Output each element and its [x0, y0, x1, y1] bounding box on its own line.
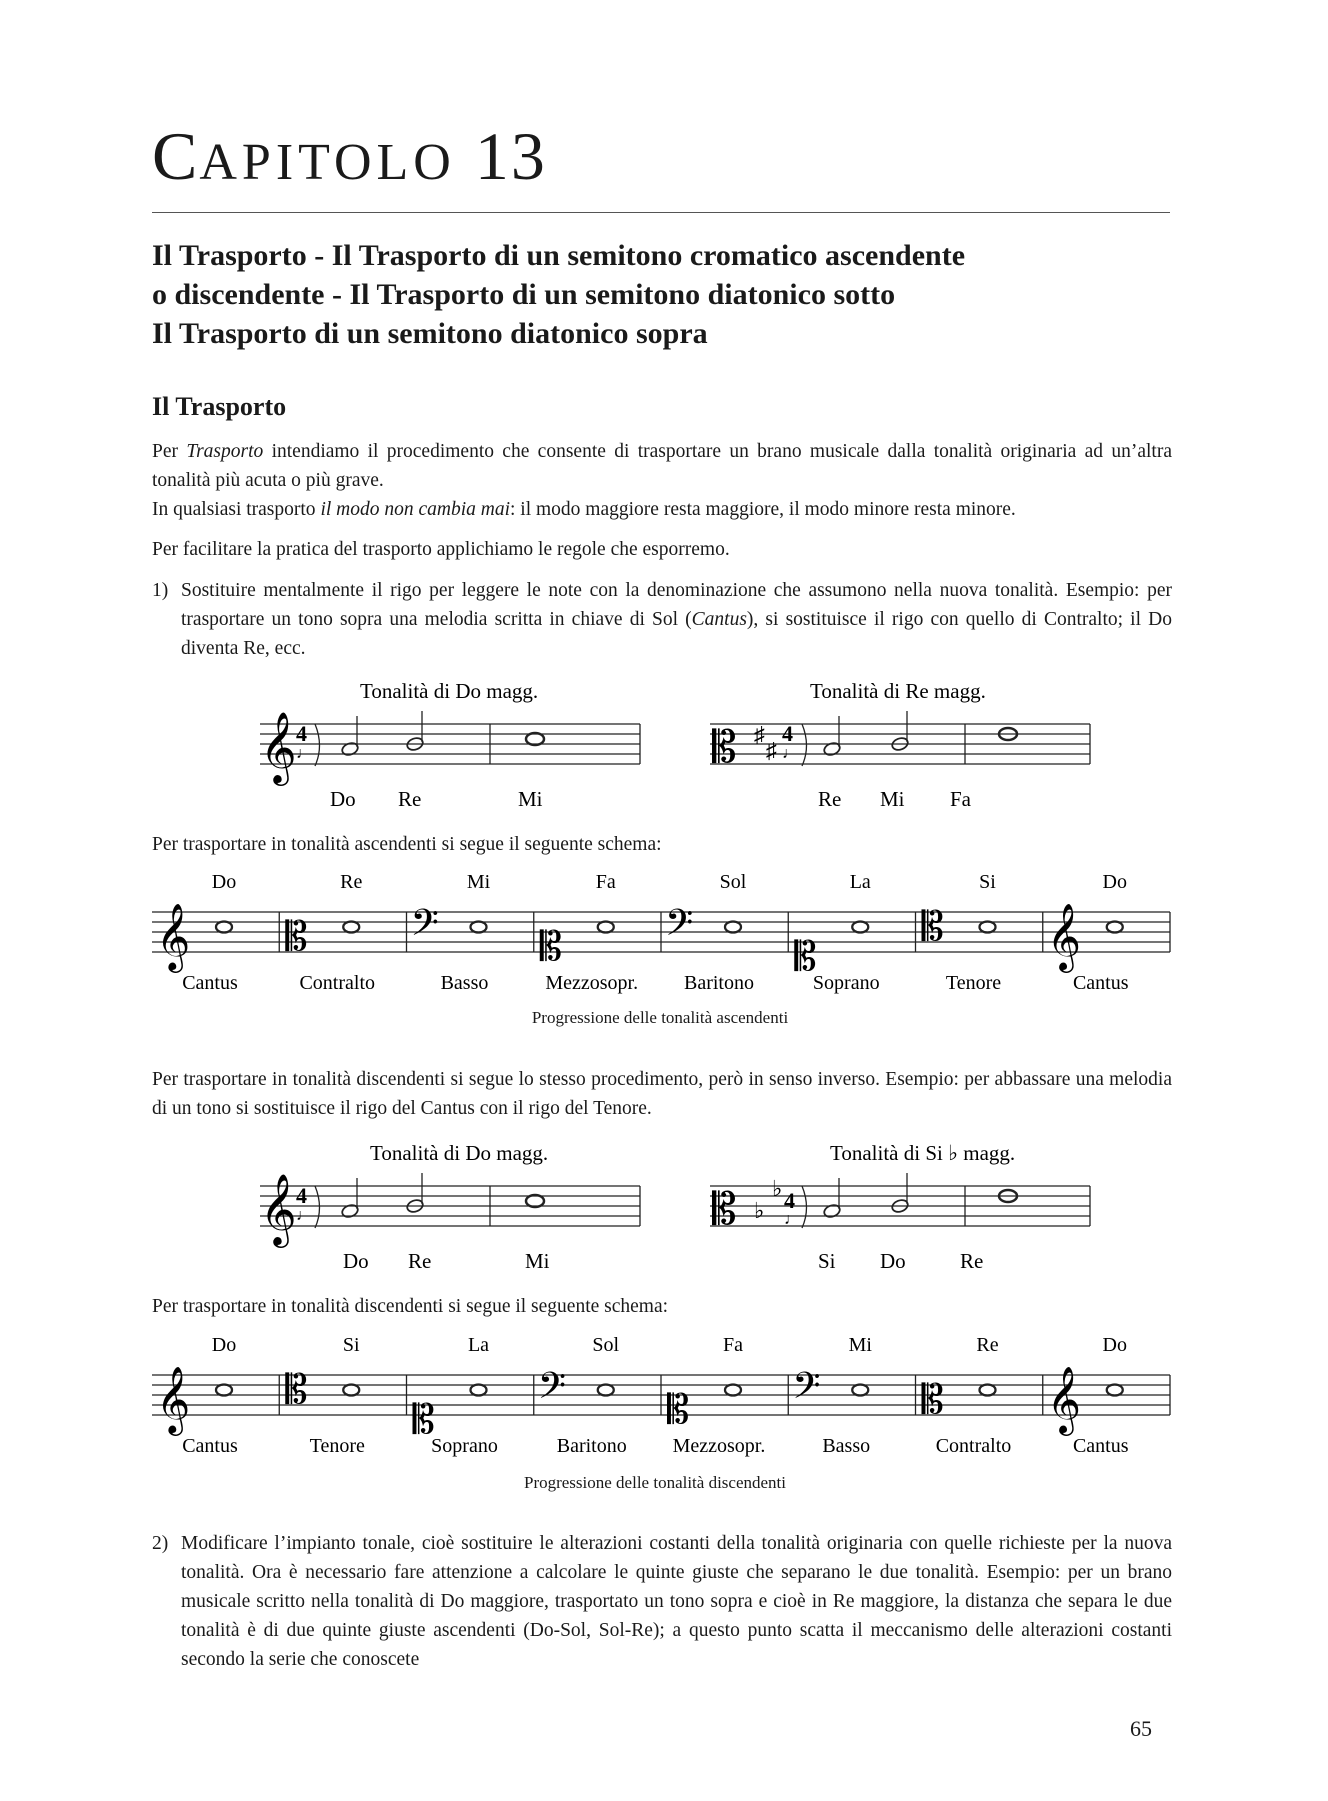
bass-clef-icon: 𝄢: [665, 903, 694, 952]
treble-clef-icon: 𝄞: [156, 1367, 191, 1432]
note-name: Re: [340, 871, 363, 893]
clef-name: Baritono: [684, 972, 754, 994]
note-name: Mi: [518, 787, 543, 811]
note-name: Si: [818, 1249, 836, 1273]
whole-note: [725, 1385, 741, 1396]
whole-note: [526, 1195, 544, 1207]
whole-note: [598, 922, 614, 933]
time-signature: ♩: [782, 745, 798, 762]
example-title: Tonalità di Do magg.: [360, 679, 539, 703]
note-name: Do: [1102, 1334, 1127, 1356]
note-name: Sol: [719, 871, 747, 893]
treble-clef-icon: 𝄞: [1046, 904, 1082, 969]
whole-note: [471, 922, 487, 933]
half-note: [341, 716, 360, 757]
chapter-title: [152, 118, 547, 194]
clef-name: Cantus: [182, 972, 238, 994]
clef-name: Cantus: [182, 1435, 238, 1457]
half-note: [891, 711, 910, 752]
chapter-subtitle: [152, 236, 1172, 353]
slur: [315, 1186, 320, 1228]
descending-scheme: [150, 1333, 1180, 1463]
bass-clef-icon: 𝄢: [792, 1366, 821, 1415]
note-name: Mi: [880, 787, 905, 811]
clef-name: Mezzosopr.: [545, 972, 639, 994]
note-name: Si: [979, 871, 996, 893]
ascending-intro: Per trasportare in tonalità ascendenti si segue il seguente schema:: [152, 834, 662, 855]
time-signature: 4: [784, 1188, 795, 1213]
half-note: [341, 1178, 360, 1219]
note-name: Do: [211, 1334, 237, 1356]
bass-clef-icon: 𝄢: [410, 903, 439, 952]
note-name: Do: [211, 871, 237, 893]
note-name: Do: [1102, 871, 1127, 893]
whole-note: [1107, 922, 1123, 933]
time-signature: ♩: [296, 745, 312, 762]
half-note: [891, 1173, 910, 1214]
clef-name: Tenore: [945, 972, 1002, 994]
paragraph-mode: In qualsiasi trasporto il modo non cambia mai: il modo maggiore resta maggiore, il modo minore resta minore.: [152, 499, 1016, 520]
note-name: Re: [818, 787, 842, 811]
note-name: Mi: [525, 1249, 550, 1273]
paragraph-rules: Per facilitare la pratica del trasporto applichiamo le regole che esporremo.: [152, 539, 730, 560]
note-name: Do: [343, 1249, 369, 1273]
clef-name: Baritono: [556, 1435, 627, 1457]
note-name: Do: [330, 787, 356, 811]
ascending-scheme: [150, 870, 1180, 1000]
example-title: Tonalità di Si ♭ magg.: [830, 1141, 1016, 1165]
section-heading: Il Trasporto: [152, 392, 287, 421]
note-name: Mi: [848, 1334, 872, 1356]
note-name: Fa: [723, 1334, 743, 1356]
note-name: Fa: [950, 787, 971, 811]
c-clef-icon: 𝄡: [921, 904, 944, 949]
whole-note: [598, 1385, 614, 1396]
list-number: 2): [152, 1533, 169, 1554]
half-note: [823, 1178, 842, 1219]
note-name: Si: [342, 1334, 360, 1356]
clef-name: Basso: [822, 1435, 871, 1457]
ascending-caption: Progressione delle tonalità ascendenti: [531, 1008, 789, 1027]
half-note: [406, 711, 425, 752]
whole-note: [980, 1385, 996, 1396]
time-signature: 4: [782, 721, 793, 746]
whole-note: [725, 922, 741, 933]
note-name: Re: [408, 1249, 432, 1273]
descending-paragraph: Per trasportare in tonalità discendenti si segue lo stesso procedimento, però in senso inverso. Esempio: per abbassare una melodia di un tono si sostituisce il rigo del Cantus con il rigo del Tenore.: [152, 1069, 1172, 1119]
subtitle-line: o discendente - Il Trasporto di un semitono diatonico sotto: [152, 278, 896, 311]
sharp-icon: ♯: [766, 738, 777, 763]
note-name: Mi: [466, 871, 491, 893]
note-name: Do: [880, 1249, 906, 1273]
paragraph-definition: Per Trasporto intendiamo il procedimento che consente di trasportare un brano musicale dalla tonalità originaria ad un’altra tonalità più acuta o più grave.: [152, 441, 1172, 491]
c-clef-icon: 𝄡: [285, 1367, 308, 1412]
note-name: Re: [398, 787, 422, 811]
clef-name: Contralto: [935, 1435, 1012, 1457]
clef-name: Soprano: [431, 1435, 498, 1457]
subtitle-line: Il Trasporto - Il Trasporto di un semitono cromatico ascendente: [152, 239, 966, 272]
slur: [315, 724, 320, 766]
chapter-first-letter: C: [152, 118, 200, 194]
time-signature: ♩: [296, 1207, 312, 1224]
c-clef-icon: 𝄡: [539, 924, 563, 969]
whole-note: [1107, 1385, 1123, 1396]
example-title: Tonalità di Re magg.: [810, 679, 986, 703]
whole-note: [471, 1385, 487, 1396]
staff-left: [260, 679, 640, 811]
clef-name: Cantus: [1072, 972, 1129, 994]
staff-right: [710, 1141, 1090, 1273]
example-title: Tonalità di Do magg.: [370, 1141, 549, 1165]
note-name: Fa: [595, 871, 616, 893]
c-clef-icon: 𝄡: [285, 914, 308, 959]
note-name: La: [467, 1334, 490, 1356]
treble-clef-icon: 𝄞: [260, 714, 297, 782]
descending-caption: Progressione delle tonalità discendenti: [523, 1473, 786, 1492]
treble-clef-icon: 𝄞: [156, 904, 191, 969]
note-name: Sol: [592, 1334, 620, 1356]
c-clef-icon: 𝄡: [794, 934, 817, 979]
title-rule: [152, 212, 1170, 213]
whole-note: [980, 922, 996, 933]
chapter-number: 13: [474, 118, 547, 194]
flat-icon: ♭: [754, 1198, 765, 1223]
c-clef-icon: 𝄡: [412, 1397, 435, 1442]
whole-note: [343, 922, 359, 933]
c-clef-icon: 𝄡: [667, 1387, 690, 1432]
descending-intro: Per trasportare in tonalità discendenti si segue il seguente schema:: [152, 1296, 669, 1317]
bass-clef-icon: 𝄢: [537, 1366, 567, 1415]
clef-name: Cantus: [1072, 1435, 1129, 1457]
page-number: 65: [1130, 1716, 1152, 1741]
clef-name: Basso: [440, 972, 489, 994]
whole-note: [852, 922, 868, 933]
time-signature: ♩: [784, 1211, 800, 1228]
clef-name: Mezzosopr.: [672, 1435, 766, 1457]
chapter-word: APITOLO: [199, 134, 456, 191]
whole-note: [526, 733, 544, 745]
example-1-staves: [240, 676, 1120, 816]
c-clef-icon: 𝄡: [921, 1377, 944, 1422]
c-clef-icon: 𝄡: [712, 1185, 737, 1234]
half-note: [406, 1173, 425, 1214]
staff-left: [260, 1141, 640, 1273]
treble-clef-icon: 𝄞: [1046, 1367, 1082, 1432]
c-clef-icon: 𝄡: [712, 723, 737, 772]
time-signature: 4: [296, 1183, 307, 1208]
list-item-1: 1) Sostituire mentalmente il rigo per leggere le note con la denominazione che assumono nella nuova tonalità. Esempio: per trasportare un tono sopra una melodia scritta in chiave di Sol (Cantus), si sostituisce il rigo con quello di Contralto; il Do diventa Re, ecc.: [152, 576, 1172, 663]
half-note: [823, 716, 842, 757]
whole-note: [216, 1385, 232, 1396]
treble-clef-icon: 𝄞: [260, 1176, 297, 1244]
time-signature: 4: [296, 721, 307, 746]
example-2-staves: [240, 1138, 1120, 1278]
whole-note: [852, 1385, 868, 1396]
slur: [802, 724, 807, 766]
sharp-icon: ♯: [754, 722, 765, 747]
clef-name: Tenore: [309, 1435, 365, 1457]
whole-note: [343, 1385, 359, 1396]
note-name: Re: [976, 1334, 999, 1356]
flat-icon: ♭: [772, 1176, 783, 1201]
clef-name: Soprano: [812, 972, 880, 994]
list-item-2: 2) Modificare l’impianto tonale, cioè sostituire le alterazioni costanti della tonalità originaria con quelle richieste per la nuova tonalità. Ora è necessario fare attenzione a calcolare le quinte giuste che separano le due tonalità. Esempio: per un brano musicale scritto nella tonalità di Do maggiore, trasportato un tono sopra e cioè in Re maggiore, la distanza che separa le due tonalità è di due quinte giuste ascendenti (Do-Sol, Sol-Re); a questo punto scatta il meccanismo delle alterazioni costanti secondo la serie che conoscete: [152, 1529, 1172, 1674]
whole-note: [216, 922, 232, 933]
clef-name: Contralto: [299, 972, 376, 994]
note-name: La: [849, 871, 871, 893]
staff-right: [710, 679, 1090, 811]
subtitle-line: Il Trasporto di un semitono diatonico sopra: [152, 317, 708, 350]
list-number: 1): [152, 580, 169, 601]
note-name: Re: [960, 1249, 984, 1273]
slur: [802, 1186, 807, 1228]
